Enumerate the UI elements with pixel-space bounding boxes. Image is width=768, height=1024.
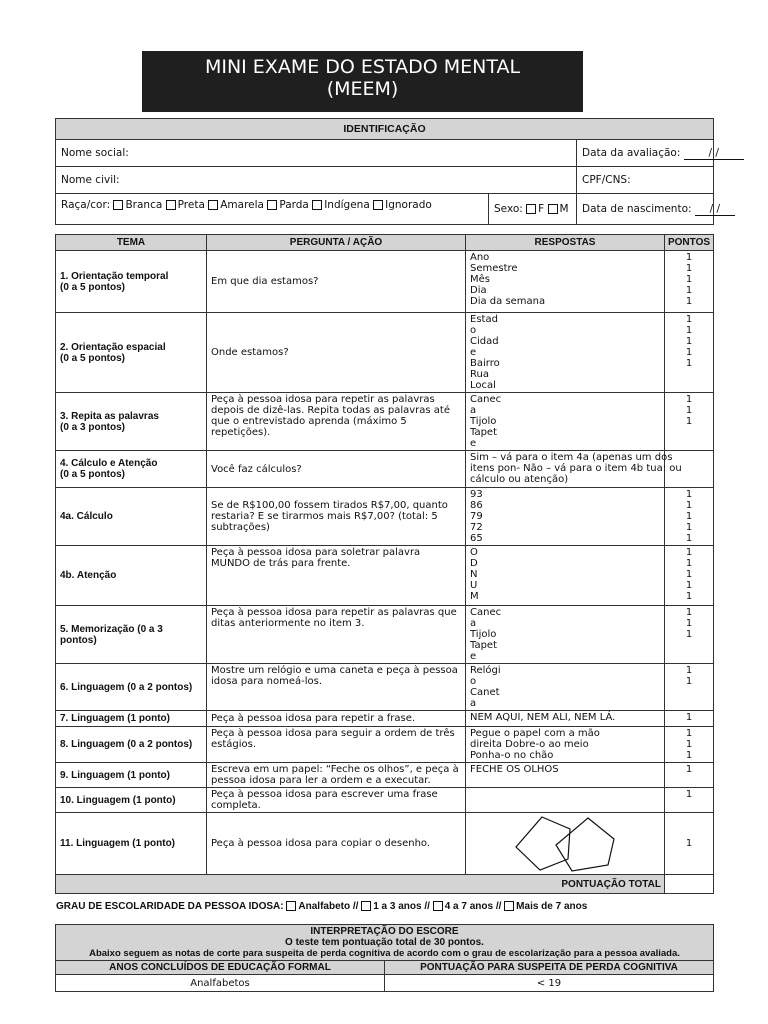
tema-cell	[56, 727, 207, 763]
tema-text: (0 a 5 pontos)	[60, 352, 126, 364]
resposta-item: FECHE OS OLHOS	[470, 764, 559, 775]
resposta-item: a	[470, 618, 477, 629]
raca-option-indigena: Indígena	[324, 199, 370, 211]
escolaridade-checkbox-mais-7[interactable]	[504, 901, 514, 911]
sexo-label: Sexo:	[494, 203, 523, 215]
tema-text: (0 a 3 pontos)	[60, 421, 126, 433]
ponto-value: 1	[685, 263, 693, 274]
tema-text: 1. Orientação temporal	[60, 270, 169, 282]
tema-text: 4. Cálculo e Atenção	[60, 458, 158, 469]
exam-row	[56, 606, 714, 664]
pergunta-cell: Em que dia estamos?	[207, 251, 466, 313]
resposta-item: Dia da semana	[470, 296, 546, 307]
resposta-item: Pegue o papel com a mão	[470, 728, 600, 739]
respostas-cell	[466, 788, 665, 813]
resposta-item: Sim – vá para o item 4a (apenas um dos	[470, 452, 673, 463]
ponto-value: 1	[685, 522, 693, 533]
ponto-value: 1	[685, 712, 693, 723]
pontos-cell[interactable]	[665, 763, 714, 788]
ponto-value: 1	[685, 285, 693, 296]
ponto-value: 1	[685, 500, 693, 511]
tema-cell	[56, 606, 207, 664]
ponto-value: 1	[685, 533, 693, 544]
resposta-item: e	[470, 347, 477, 358]
ponto-value: 1	[685, 591, 693, 602]
resposta-item: Mês	[470, 274, 490, 285]
pergunta-cell: Você faz cálculos?	[207, 451, 466, 488]
resposta-item: Canec	[470, 607, 502, 618]
ponto-value: 1	[685, 489, 693, 500]
raca-checkbox-parda[interactable]	[267, 200, 277, 210]
escolaridade-checkbox-4-7[interactable]	[433, 901, 443, 911]
escolaridade-option-1-3: 1 a 3 anos	[373, 901, 422, 912]
raca-option-ignorado: Ignorado	[385, 199, 432, 211]
pergunta-cell: Onde estamos?	[207, 313, 466, 393]
ponto-value: 1	[685, 665, 693, 676]
pontos-cell[interactable]	[665, 251, 714, 313]
resposta-item: cálculo ou atenção)	[470, 474, 569, 485]
tema-text: 4b. Atenção	[60, 570, 117, 581]
pontos-cell[interactable]	[665, 313, 714, 393]
pontos-cell[interactable]	[665, 546, 714, 606]
resposta-item: Semestre	[470, 263, 518, 274]
pergunta-cell: Peça à pessoa idosa para seguir a ordem de três estágios.	[207, 727, 466, 763]
escolaridade-checkbox-analfabeto[interactable]	[286, 901, 296, 911]
resposta-item: U	[470, 580, 478, 591]
interpretacao-table	[55, 924, 714, 992]
ponto-value: 1	[685, 405, 693, 416]
resposta-item: e	[470, 651, 477, 662]
header-respostas: RESPOSTAS	[466, 235, 665, 251]
pentagon-left	[516, 817, 570, 870]
resposta-item: Local	[470, 380, 496, 391]
tema-cell	[56, 711, 207, 727]
page-title	[142, 51, 583, 112]
interpretacao-col-anos: ANOS CONCLUÍDOS DE EDUCAÇÃO FORMAL	[56, 961, 385, 975]
identification-header: IDENTIFICAÇÃO	[56, 119, 714, 140]
sexo-field	[489, 194, 577, 225]
pergunta-cell: Peça à pessoa idosa para escrever uma frase completa.	[207, 788, 466, 813]
exam-row	[56, 763, 714, 788]
resposta-item: Tijolo	[470, 416, 497, 427]
resposta-item: e	[470, 438, 477, 449]
ponto-value: 1	[685, 764, 693, 775]
pontos-cell[interactable]	[665, 664, 714, 711]
escolaridade-separator: //	[352, 901, 359, 912]
tema-cell	[56, 546, 207, 606]
sexo-option-f: F	[538, 203, 545, 215]
exam-row	[56, 664, 714, 711]
resposta-item: Canec	[470, 394, 502, 405]
tema-text: 7. Linguagem (1 ponto)	[60, 713, 170, 724]
respostas-cell	[466, 393, 665, 451]
pergunta-cell: Mostre um relógio e uma caneta e peça à pessoa idosa para nomeá-los.	[207, 664, 466, 711]
exam-row	[56, 451, 714, 488]
raca-checkbox-preta[interactable]	[166, 200, 176, 210]
resposta-item: Ano	[470, 252, 490, 263]
exam-table	[55, 234, 714, 894]
identification-table	[55, 118, 721, 225]
exam-row	[56, 546, 714, 606]
tema-text: 4a. Cálculo	[60, 511, 113, 522]
data-avaliacao-blank[interactable]: / /	[684, 147, 744, 160]
escolaridade-separator: //	[424, 901, 430, 912]
raca-checkbox-indigena[interactable]	[312, 200, 322, 210]
respostas-cell	[466, 813, 665, 875]
resposta-item: 86	[470, 500, 483, 511]
pontos-cell[interactable]	[665, 711, 714, 727]
pergunta-cell: Peça à pessoa idosa para repetir as palavras depois de dizê-las. Repita todas as palavras até que o entrevistado aprenda (máximo 5 repetições).	[207, 393, 466, 451]
tema-cell	[56, 451, 207, 488]
cpf-field[interactable]	[577, 167, 714, 194]
resposta-item: M	[470, 591, 479, 602]
pontos-cell[interactable]	[665, 488, 714, 546]
resposta-item: N	[470, 569, 478, 580]
ponto-value: 1	[685, 547, 693, 558]
ponto-value: 1	[685, 676, 693, 687]
tema-cell	[56, 664, 207, 711]
exam-row	[56, 393, 714, 451]
resposta-item: O	[470, 547, 478, 558]
title-line-2: (MEEM)	[326, 78, 399, 100]
ponto-value: 1	[685, 607, 693, 618]
resposta-item: itens pon- Não – vá para o item 4b tua: ou	[470, 463, 682, 474]
exam-row	[56, 813, 714, 875]
pergunta-cell: Peça à pessoa idosa para soletrar palavra MUNDO de trás para frente.	[207, 546, 466, 606]
respostas-cell	[466, 606, 665, 664]
tema-text: 2. Orientação espacial	[60, 341, 166, 353]
resposta-item: Tapet	[470, 640, 498, 651]
sexo-checkbox-m[interactable]	[548, 204, 558, 214]
resposta-item: Bairro	[470, 358, 500, 369]
escolaridade-option-analfabeto: Analfabeto	[298, 901, 351, 912]
resposta-item: Canet	[470, 687, 500, 698]
ponto-value: 1	[685, 558, 693, 569]
pergunta-cell: Se de R$100,00 fossem tirados R$7,00, quanto restaria? E se tirarmos mais R$7,00? (total: 5 subtrações)	[207, 488, 466, 546]
respostas-cell	[466, 727, 665, 763]
nome-civil-label: Nome civil:	[61, 174, 120, 186]
interpretacao-col-pontuacao: PONTUAÇÃO PARA SUSPEITA DE PERDA COGNITIVA	[385, 961, 714, 975]
tema-text: 9. Linguagem (1 ponto)	[60, 769, 170, 781]
tema-cell	[56, 488, 207, 546]
respostas-cell	[466, 251, 665, 313]
exam-row	[56, 711, 714, 727]
resposta-item: 79	[470, 511, 483, 522]
data-avaliacao-label: Data da avaliação:	[582, 146, 681, 159]
escolaridade-checkbox-1-3[interactable]	[361, 901, 371, 911]
escolaridade-option-4-7: 4 a 7 anos	[444, 901, 494, 912]
resposta-item: Dia	[470, 285, 487, 296]
resposta-item: Estad	[470, 314, 498, 325]
resposta-item: Rua	[470, 369, 489, 380]
resposta-item: o	[470, 676, 477, 687]
tema-text: 6. Linguagem (0 a 2 pontos)	[60, 681, 193, 693]
tema-cell	[56, 313, 207, 393]
total-score-cell[interactable]	[665, 875, 714, 894]
resposta-item: 72	[470, 522, 483, 533]
raca-option-parda: Parda	[279, 199, 309, 211]
resposta-item: Ponha-o no chão	[470, 750, 554, 761]
ponto-value: 1	[685, 728, 693, 739]
ponto-value: 1	[685, 252, 693, 263]
pergunta-cell: Peça à pessoa idosa para repetir as palavras que ditas anteriormente no item 3.	[207, 606, 466, 664]
cpf-label: CPF/CNS:	[582, 174, 631, 186]
ponto-value: 1	[685, 569, 693, 580]
header-tema: TEMA	[56, 235, 207, 251]
respostas-cell	[466, 763, 665, 788]
escolaridade-separator: //	[495, 901, 502, 912]
ponto-value: 1	[685, 750, 693, 761]
ponto-value: 1	[685, 347, 693, 358]
sexo-checkbox-f[interactable]	[526, 204, 536, 214]
exam-row	[56, 251, 714, 313]
resposta-item: D	[470, 558, 478, 569]
ponto-value: 1	[685, 336, 693, 347]
header-pontos: PONTOS	[665, 235, 714, 251]
tema-text: 11. Linguagem (1 ponto)	[60, 838, 176, 849]
interpretacao-line-3: Abaixo seguem as notas de corte para suspeita de perda cognitiva de acordo com o grau de escolarização para a pessoa avaliada.	[89, 948, 680, 959]
sexo-option-m: M	[559, 203, 569, 215]
ponto-value: 1	[685, 618, 693, 629]
respostas-cell	[466, 451, 682, 488]
ponto-value: 1	[685, 580, 693, 591]
raca-checkbox-branca[interactable]	[113, 200, 123, 210]
raca-checkbox-amarela[interactable]	[208, 200, 218, 210]
interpretacao-header	[56, 925, 714, 961]
tema-text: 3. Repita as palavras	[60, 410, 159, 422]
ponto-value: 1	[685, 274, 693, 285]
resposta-item: Tapet	[470, 427, 498, 438]
resposta-item: direita Dobre-o ao meio	[470, 739, 589, 750]
tema-text: (0 a 5 pontos)	[60, 281, 126, 293]
nascimento-field[interactable]	[577, 194, 721, 225]
interpretacao-pontuacao-cell: < 19	[385, 975, 714, 992]
resposta-item: 93	[470, 489, 483, 500]
pontos-cell[interactable]	[665, 813, 714, 875]
resposta-item: 65	[470, 533, 483, 544]
ponto-value: 1	[685, 739, 693, 750]
ponto-value: 1	[685, 838, 693, 849]
escolaridade-label: GRAU DE ESCOLARIDADE DA PESSOA IDOSA:	[56, 901, 284, 912]
ponto-value: 1	[685, 789, 693, 800]
intersecting-pentagons-drawing	[510, 815, 620, 873]
pontos-cell[interactable]	[665, 606, 714, 664]
nome-civil-field[interactable]	[56, 167, 577, 194]
ponto-value: 1	[685, 314, 693, 325]
tema-cell	[56, 393, 207, 451]
tema-text: 8. Linguagem (0 a 2 pontos)	[60, 739, 193, 750]
resposta-item: Relógi	[470, 665, 501, 676]
resposta-item: o	[470, 325, 477, 336]
tema-cell	[56, 251, 207, 313]
ponto-value: 1	[685, 394, 693, 405]
respostas-cell	[466, 711, 665, 727]
nome-social-field[interactable]	[56, 140, 577, 167]
exam-row	[56, 488, 714, 546]
nome-social-label: Nome social:	[61, 147, 129, 159]
resposta-item: a	[470, 698, 477, 709]
tema-cell	[56, 763, 207, 788]
pontos-cell[interactable]	[665, 788, 714, 813]
pontos-cell[interactable]	[665, 727, 714, 763]
ponto-value: 1	[685, 511, 693, 522]
respostas-cell	[466, 546, 665, 606]
resposta-item: a	[470, 405, 477, 416]
pergunta-cell: Escreva em um papel: “Feche os olhos”, e peça à pessoa idosa para ler a ordem e a executar.	[207, 763, 466, 788]
nascimento-blank[interactable]: / /	[695, 203, 735, 216]
exam-row	[56, 788, 714, 813]
interpretacao-line-2: O teste tem pontuação total de 30 pontos.	[285, 937, 484, 948]
respostas-cell	[466, 488, 665, 546]
nascimento-label: Data de nascimento:	[582, 202, 692, 215]
interpretacao-title: INTERPRETAÇÃO DO ESCORE	[310, 926, 459, 937]
tema-text: 5. Memorização (0 a 3 pontos)	[60, 623, 163, 646]
raca-option-amarela: Amarela	[220, 199, 264, 211]
ponto-value: 1	[685, 629, 693, 640]
raca-checkbox-ignorado[interactable]	[373, 200, 383, 210]
pontos-cell[interactable]	[665, 393, 714, 451]
resposta-item: NEM AQUI, NEM ALI, NEM LÁ.	[470, 712, 616, 723]
tema-text: (0 a 5 pontos)	[60, 469, 126, 480]
interpretacao-anos-cell: Analfabetos	[56, 975, 385, 992]
pergunta-cell: Peça à pessoa idosa para repetir a frase.	[207, 711, 466, 727]
pentagon-right	[556, 818, 614, 871]
respostas-cell	[466, 313, 665, 393]
pergunta-cell: Peça à pessoa idosa para copiar o desenho.	[207, 813, 466, 875]
raca-label: Raça/cor:	[61, 199, 111, 211]
raca-option-branca: Branca	[125, 199, 163, 211]
ponto-value: 1	[685, 358, 693, 369]
title-line-1: MINI EXAME DO ESTADO MENTAL	[204, 56, 521, 78]
ponto-value: 1	[685, 325, 693, 336]
resposta-item: Cidad	[470, 336, 499, 347]
resposta-item: Tijolo	[470, 629, 497, 640]
escolaridade-line	[56, 901, 587, 912]
respostas-cell	[466, 664, 665, 711]
raca-option-preta: Preta	[177, 199, 205, 211]
tema-cell	[56, 813, 207, 875]
tema-cell	[56, 788, 207, 813]
raca-field	[56, 194, 489, 225]
ponto-value: 1	[685, 416, 693, 427]
exam-row	[56, 727, 714, 763]
total-label: PONTUAÇÃO TOTAL	[56, 875, 665, 894]
tema-text: 10. Linguagem (1 ponto)	[60, 794, 176, 806]
header-pergunta: PERGUNTA / AÇÃO	[207, 235, 466, 251]
ponto-value: 1	[685, 296, 693, 307]
data-avaliacao-field[interactable]	[577, 140, 719, 167]
escolaridade-option-mais-7: Mais de 7 anos	[516, 901, 588, 912]
exam-row	[56, 313, 714, 393]
